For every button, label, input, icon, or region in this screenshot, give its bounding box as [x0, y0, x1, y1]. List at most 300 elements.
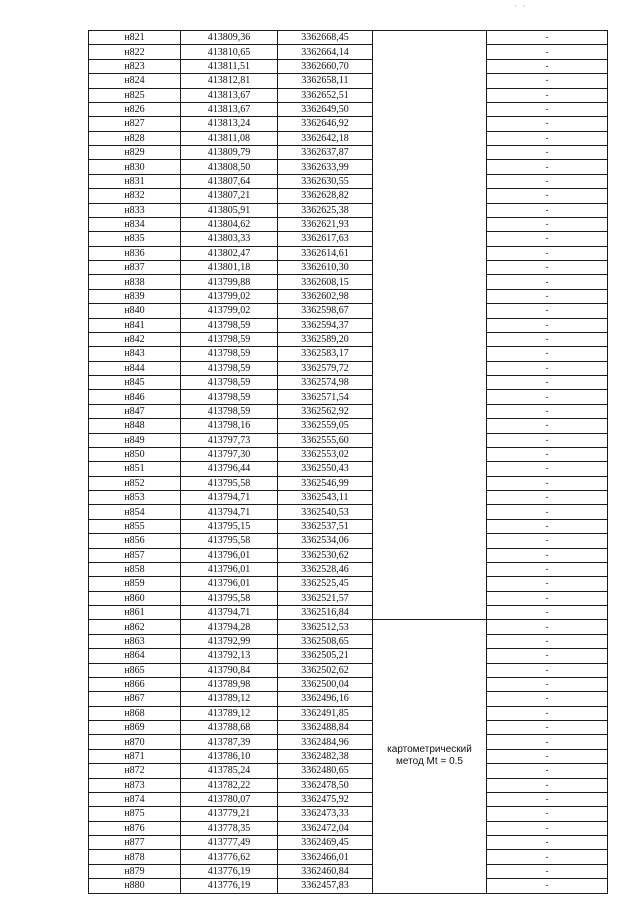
x-coordinate-cell: 413776,19 — [181, 864, 278, 878]
y-coordinate-cell: 3362478,50 — [278, 778, 373, 792]
x-coordinate-cell: 413809,79 — [181, 146, 278, 160]
point-id-cell: н838 — [89, 275, 181, 289]
description-cell: - — [487, 304, 608, 318]
x-coordinate-cell: 413798,59 — [181, 376, 278, 390]
description-cell: - — [487, 203, 608, 217]
y-coordinate-cell: 3362472,04 — [278, 821, 373, 835]
description-cell: - — [487, 433, 608, 447]
y-coordinate-cell: 3362530,62 — [278, 548, 373, 562]
point-id-cell: н841 — [89, 318, 181, 332]
table-row — [89, 160, 608, 174]
point-id-cell: н827 — [89, 117, 181, 131]
y-coordinate-cell: 3362488,84 — [278, 721, 373, 735]
table-row — [89, 677, 608, 691]
table-row — [89, 376, 608, 390]
description-cell: - — [487, 778, 608, 792]
y-coordinate-cell: 3362562,92 — [278, 404, 373, 418]
y-coordinate-cell: 3362559,05 — [278, 419, 373, 433]
point-id-cell: н836 — [89, 246, 181, 260]
x-coordinate-cell: 413795,58 — [181, 476, 278, 490]
x-coordinate-cell: 413798,59 — [181, 404, 278, 418]
table-row — [89, 807, 608, 821]
y-coordinate-cell: 3362594,37 — [278, 318, 373, 332]
x-coordinate-cell: 413807,21 — [181, 189, 278, 203]
y-coordinate-cell: 3362630,55 — [278, 174, 373, 188]
x-coordinate-cell: 413795,15 — [181, 519, 278, 533]
point-id-cell: н834 — [89, 217, 181, 231]
point-id-cell: н867 — [89, 692, 181, 706]
point-id-cell: н844 — [89, 361, 181, 375]
x-coordinate-cell: 413799,02 — [181, 289, 278, 303]
point-id-cell: н858 — [89, 562, 181, 576]
table-row — [89, 548, 608, 562]
y-coordinate-cell: 3362649,50 — [278, 102, 373, 116]
y-coordinate-cell: 3362625,38 — [278, 203, 373, 217]
description-cell: - — [487, 505, 608, 519]
x-coordinate-cell: 413798,16 — [181, 419, 278, 433]
point-id-cell: н853 — [89, 491, 181, 505]
y-coordinate-cell: 3362668,45 — [278, 31, 373, 45]
x-coordinate-cell: 413777,49 — [181, 836, 278, 850]
y-coordinate-cell: 3362537,51 — [278, 519, 373, 533]
table-row — [89, 721, 608, 735]
method-cell — [373, 31, 487, 620]
point-id-cell: н829 — [89, 146, 181, 160]
x-coordinate-cell: 413794,28 — [181, 620, 278, 634]
x-coordinate-cell: 413808,50 — [181, 160, 278, 174]
description-cell: - — [487, 332, 608, 346]
table-row — [89, 519, 608, 533]
description-cell: - — [487, 764, 608, 778]
coordinates-table-body — [89, 31, 608, 894]
point-id-cell: н868 — [89, 706, 181, 720]
x-coordinate-cell: 413792,99 — [181, 634, 278, 648]
point-id-cell: н849 — [89, 433, 181, 447]
table-row — [89, 203, 608, 217]
point-id-cell: н880 — [89, 879, 181, 893]
table-row — [89, 102, 608, 116]
x-coordinate-cell: 413795,58 — [181, 534, 278, 548]
point-id-cell: н848 — [89, 419, 181, 433]
y-coordinate-cell: 3362534,06 — [278, 534, 373, 548]
point-id-cell: н821 — [89, 31, 181, 45]
y-coordinate-cell: 3362664,14 — [278, 45, 373, 59]
description-cell: - — [487, 634, 608, 648]
point-id-cell: н833 — [89, 203, 181, 217]
point-id-cell: н878 — [89, 850, 181, 864]
description-cell: - — [487, 361, 608, 375]
table-row — [89, 764, 608, 778]
y-coordinate-cell: 3362583,17 — [278, 347, 373, 361]
description-cell: - — [487, 261, 608, 275]
y-coordinate-cell: 3362508,65 — [278, 634, 373, 648]
x-coordinate-cell: 413789,12 — [181, 692, 278, 706]
x-coordinate-cell: 413811,08 — [181, 131, 278, 145]
description-cell: - — [487, 519, 608, 533]
table-row — [89, 591, 608, 605]
y-coordinate-cell: 3362540,53 — [278, 505, 373, 519]
y-coordinate-cell: 3362473,33 — [278, 807, 373, 821]
table-row — [89, 332, 608, 346]
y-coordinate-cell: 3362546,99 — [278, 476, 373, 490]
table-row — [89, 850, 608, 864]
x-coordinate-cell: 413805,91 — [181, 203, 278, 217]
point-id-cell: н852 — [89, 476, 181, 490]
y-coordinate-cell: 3362505,21 — [278, 649, 373, 663]
description-cell: - — [487, 232, 608, 246]
point-id-cell: н873 — [89, 778, 181, 792]
description-cell: - — [487, 174, 608, 188]
x-coordinate-cell: 413794,71 — [181, 606, 278, 620]
point-id-cell: н828 — [89, 131, 181, 145]
table-row — [89, 821, 608, 835]
table-row — [89, 476, 608, 490]
description-cell: - — [487, 879, 608, 893]
description-cell: - — [487, 749, 608, 763]
table-row — [89, 347, 608, 361]
description-cell: - — [487, 217, 608, 231]
x-coordinate-cell: 413785,24 — [181, 764, 278, 778]
table-row — [89, 318, 608, 332]
table-row — [89, 189, 608, 203]
description-cell: - — [487, 189, 608, 203]
x-coordinate-cell: 413797,30 — [181, 447, 278, 461]
table-row — [89, 261, 608, 275]
x-coordinate-cell: 413780,07 — [181, 792, 278, 806]
table-row — [89, 45, 608, 59]
y-coordinate-cell: 3362602,98 — [278, 289, 373, 303]
description-cell: - — [487, 74, 608, 88]
description-cell: - — [487, 577, 608, 591]
description-cell: - — [487, 706, 608, 720]
x-coordinate-cell: 413809,36 — [181, 31, 278, 45]
table-row — [89, 74, 608, 88]
y-coordinate-cell: 3362628,82 — [278, 189, 373, 203]
y-coordinate-cell: 3362457,83 — [278, 879, 373, 893]
description-cell: - — [487, 102, 608, 116]
description-cell: - — [487, 620, 608, 634]
description-cell: - — [487, 318, 608, 332]
description-cell: - — [487, 476, 608, 490]
point-id-cell: н865 — [89, 663, 181, 677]
point-id-cell: н837 — [89, 261, 181, 275]
point-id-cell: н863 — [89, 634, 181, 648]
point-id-cell: н832 — [89, 189, 181, 203]
y-coordinate-cell: 3362482,38 — [278, 749, 373, 763]
point-id-cell: н870 — [89, 735, 181, 749]
method-cell: картометрический метод Mt = 0.5 — [373, 620, 487, 893]
x-coordinate-cell: 413796,01 — [181, 562, 278, 576]
point-id-cell: н857 — [89, 548, 181, 562]
table-row — [89, 447, 608, 461]
x-coordinate-cell: 413787,39 — [181, 735, 278, 749]
point-id-cell: н875 — [89, 807, 181, 821]
y-coordinate-cell: 3362528,46 — [278, 562, 373, 576]
description-cell: - — [487, 404, 608, 418]
x-coordinate-cell: 413813,24 — [181, 117, 278, 131]
y-coordinate-cell: 3362543,11 — [278, 491, 373, 505]
point-id-cell: н830 — [89, 160, 181, 174]
y-coordinate-cell: 3362646,92 — [278, 117, 373, 131]
description-cell: - — [487, 491, 608, 505]
table-row — [89, 562, 608, 576]
table-row — [89, 778, 608, 792]
description-cell: - — [487, 146, 608, 160]
x-coordinate-cell: 413794,71 — [181, 505, 278, 519]
description-cell: - — [487, 45, 608, 59]
y-coordinate-cell: 3362480,65 — [278, 764, 373, 778]
x-coordinate-cell: 413792,13 — [181, 649, 278, 663]
x-coordinate-cell: 413797,73 — [181, 433, 278, 447]
point-id-cell: н871 — [89, 749, 181, 763]
point-id-cell: н846 — [89, 390, 181, 404]
y-coordinate-cell: 3362502,62 — [278, 663, 373, 677]
point-id-cell: н835 — [89, 232, 181, 246]
description-cell: - — [487, 31, 608, 45]
y-coordinate-cell: 3362466,01 — [278, 850, 373, 864]
table-row — [89, 390, 608, 404]
description-cell: - — [487, 677, 608, 691]
table-row — [89, 606, 608, 620]
table-row — [89, 879, 608, 893]
point-id-cell: н842 — [89, 332, 181, 346]
table-row — [89, 88, 608, 102]
description-cell: - — [487, 419, 608, 433]
point-id-cell: н874 — [89, 792, 181, 806]
y-coordinate-cell: 3362608,15 — [278, 275, 373, 289]
x-coordinate-cell: 413789,98 — [181, 677, 278, 691]
table-row — [89, 692, 608, 706]
x-coordinate-cell: 413798,59 — [181, 390, 278, 404]
table-row — [89, 792, 608, 806]
description-cell: - — [487, 59, 608, 73]
description-cell: - — [487, 807, 608, 821]
table-row — [89, 663, 608, 677]
description-cell: - — [487, 347, 608, 361]
description-cell: - — [487, 376, 608, 390]
table-row — [89, 462, 608, 476]
description-cell: - — [487, 821, 608, 835]
point-id-cell: н825 — [89, 88, 181, 102]
table-row — [89, 419, 608, 433]
description-cell: - — [487, 117, 608, 131]
y-coordinate-cell: 3362553,02 — [278, 447, 373, 461]
x-coordinate-cell: 413812,81 — [181, 74, 278, 88]
description-cell: - — [487, 390, 608, 404]
x-coordinate-cell: 413811,51 — [181, 59, 278, 73]
point-id-cell: н823 — [89, 59, 181, 73]
description-cell: - — [487, 462, 608, 476]
x-coordinate-cell: 413794,71 — [181, 491, 278, 505]
description-cell: - — [487, 131, 608, 145]
y-coordinate-cell: 3362621,93 — [278, 217, 373, 231]
table-row — [89, 31, 608, 45]
table-row — [89, 404, 608, 418]
page-corner-mark: · · — [514, 2, 528, 11]
table-row — [89, 117, 608, 131]
x-coordinate-cell: 413796,01 — [181, 548, 278, 562]
x-coordinate-cell: 413796,44 — [181, 462, 278, 476]
x-coordinate-cell: 413804,62 — [181, 217, 278, 231]
y-coordinate-cell: 3362460,84 — [278, 864, 373, 878]
point-id-cell: н879 — [89, 864, 181, 878]
y-coordinate-cell: 3362598,67 — [278, 304, 373, 318]
table-row — [89, 505, 608, 519]
point-id-cell: н877 — [89, 836, 181, 850]
y-coordinate-cell: 3362652,51 — [278, 88, 373, 102]
y-coordinate-cell: 3362658,11 — [278, 74, 373, 88]
point-id-cell: н862 — [89, 620, 181, 634]
description-cell: - — [487, 606, 608, 620]
description-cell: - — [487, 649, 608, 663]
description-cell: - — [487, 548, 608, 562]
table-row — [89, 433, 608, 447]
y-coordinate-cell: 3362512,53 — [278, 620, 373, 634]
x-coordinate-cell: 413798,59 — [181, 318, 278, 332]
x-coordinate-cell: 413798,59 — [181, 347, 278, 361]
x-coordinate-cell: 413790,84 — [181, 663, 278, 677]
description-cell: - — [487, 275, 608, 289]
table-row — [89, 534, 608, 548]
table-row — [89, 706, 608, 720]
description-cell: - — [487, 663, 608, 677]
point-id-cell: н822 — [89, 45, 181, 59]
table-row — [89, 864, 608, 878]
y-coordinate-cell: 3362571,54 — [278, 390, 373, 404]
x-coordinate-cell: 413779,21 — [181, 807, 278, 821]
x-coordinate-cell: 413776,62 — [181, 850, 278, 864]
y-coordinate-cell: 3362500,04 — [278, 677, 373, 691]
x-coordinate-cell: 413796,01 — [181, 577, 278, 591]
y-coordinate-cell: 3362516,84 — [278, 606, 373, 620]
table-row — [89, 634, 608, 648]
x-coordinate-cell: 413782,22 — [181, 778, 278, 792]
x-coordinate-cell: 413798,59 — [181, 361, 278, 375]
point-id-cell: н826 — [89, 102, 181, 116]
x-coordinate-cell: 413813,67 — [181, 88, 278, 102]
point-id-cell: н872 — [89, 764, 181, 778]
table-row — [89, 361, 608, 375]
description-cell: - — [487, 534, 608, 548]
y-coordinate-cell: 3362484,96 — [278, 735, 373, 749]
description-cell: - — [487, 591, 608, 605]
point-id-cell: н851 — [89, 462, 181, 476]
y-coordinate-cell: 3362660,70 — [278, 59, 373, 73]
description-cell: - — [487, 88, 608, 102]
x-coordinate-cell: 413801,18 — [181, 261, 278, 275]
table-row — [89, 649, 608, 663]
table-row — [89, 217, 608, 231]
point-id-cell: н843 — [89, 347, 181, 361]
description-cell: - — [487, 836, 608, 850]
x-coordinate-cell: 413789,12 — [181, 706, 278, 720]
x-coordinate-cell: 413786,10 — [181, 749, 278, 763]
description-cell: - — [487, 850, 608, 864]
y-coordinate-cell: 3362633,99 — [278, 160, 373, 174]
y-coordinate-cell: 3362475,92 — [278, 792, 373, 806]
x-coordinate-cell: 413795,58 — [181, 591, 278, 605]
y-coordinate-cell: 3362637,87 — [278, 146, 373, 160]
x-coordinate-cell: 413776,19 — [181, 879, 278, 893]
table-row — [89, 289, 608, 303]
x-coordinate-cell: 413799,02 — [181, 304, 278, 318]
table-row — [89, 735, 608, 749]
point-id-cell: н869 — [89, 721, 181, 735]
table-row — [89, 246, 608, 260]
x-coordinate-cell: 413813,67 — [181, 102, 278, 116]
x-coordinate-cell: 413802,47 — [181, 246, 278, 260]
table-row — [89, 620, 608, 634]
point-id-cell: н876 — [89, 821, 181, 835]
y-coordinate-cell: 3362617,63 — [278, 232, 373, 246]
x-coordinate-cell: 413807,64 — [181, 174, 278, 188]
y-coordinate-cell: 3362550,43 — [278, 462, 373, 476]
y-coordinate-cell: 3362610,30 — [278, 261, 373, 275]
point-id-cell: н860 — [89, 591, 181, 605]
y-coordinate-cell: 3362555,60 — [278, 433, 373, 447]
table-row — [89, 749, 608, 763]
description-cell: - — [487, 246, 608, 260]
table-row — [89, 836, 608, 850]
point-id-cell: н824 — [89, 74, 181, 88]
y-coordinate-cell: 3362525,45 — [278, 577, 373, 591]
x-coordinate-cell: 413778,35 — [181, 821, 278, 835]
point-id-cell: н856 — [89, 534, 181, 548]
description-cell: - — [487, 160, 608, 174]
x-coordinate-cell: 413799,88 — [181, 275, 278, 289]
table-row — [89, 577, 608, 591]
point-id-cell: н854 — [89, 505, 181, 519]
point-id-cell: н855 — [89, 519, 181, 533]
description-cell: - — [487, 792, 608, 806]
y-coordinate-cell: 3362642,18 — [278, 131, 373, 145]
point-id-cell: н847 — [89, 404, 181, 418]
description-cell: - — [487, 721, 608, 735]
y-coordinate-cell: 3362574,98 — [278, 376, 373, 390]
point-id-cell: н831 — [89, 174, 181, 188]
description-cell: - — [487, 735, 608, 749]
point-id-cell: н850 — [89, 447, 181, 461]
table-row — [89, 275, 608, 289]
table-row — [89, 59, 608, 73]
coordinates-table — [88, 30, 608, 894]
y-coordinate-cell: 3362614,61 — [278, 246, 373, 260]
table-row — [89, 491, 608, 505]
table-row — [89, 146, 608, 160]
point-id-cell: н859 — [89, 577, 181, 591]
point-id-cell: н840 — [89, 304, 181, 318]
table-row — [89, 174, 608, 188]
y-coordinate-cell: 3362521,57 — [278, 591, 373, 605]
point-id-cell: н864 — [89, 649, 181, 663]
table-row — [89, 131, 608, 145]
y-coordinate-cell: 3362491,85 — [278, 706, 373, 720]
point-id-cell: н861 — [89, 606, 181, 620]
x-coordinate-cell: 413803,33 — [181, 232, 278, 246]
description-cell: - — [487, 864, 608, 878]
description-cell: - — [487, 562, 608, 576]
x-coordinate-cell: 413788,68 — [181, 721, 278, 735]
description-cell: - — [487, 692, 608, 706]
y-coordinate-cell: 3362579,72 — [278, 361, 373, 375]
description-cell: - — [487, 447, 608, 461]
point-id-cell: н839 — [89, 289, 181, 303]
y-coordinate-cell: 3362589,20 — [278, 332, 373, 346]
y-coordinate-cell: 3362496,16 — [278, 692, 373, 706]
point-id-cell: н866 — [89, 677, 181, 691]
table-row — [89, 232, 608, 246]
description-cell: - — [487, 289, 608, 303]
